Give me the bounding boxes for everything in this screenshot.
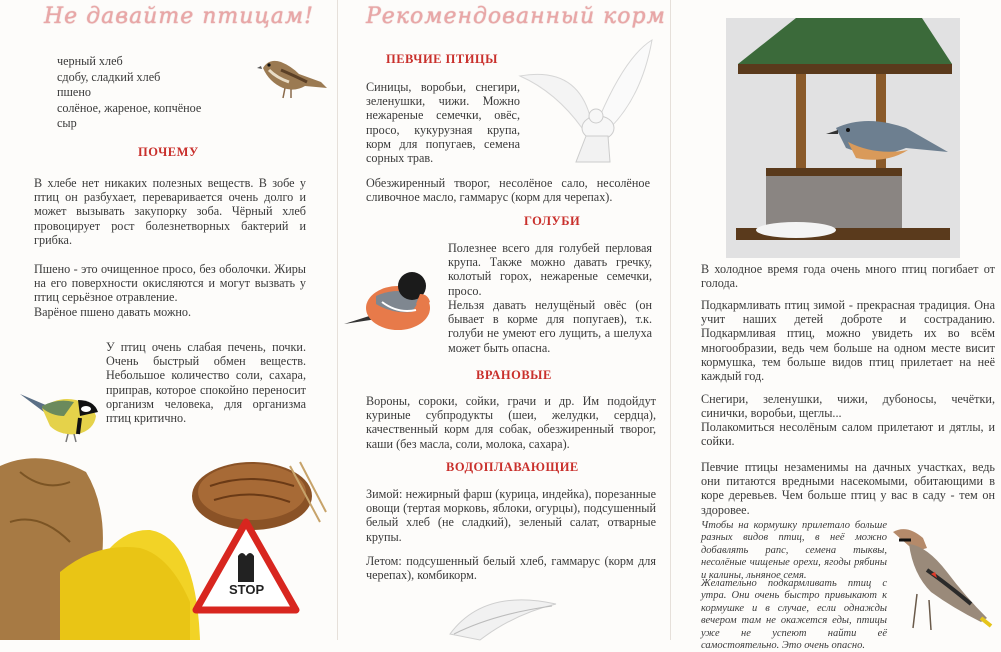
note-morning: Желательно подкармливать птиц с утра. Они очень быстро привыкают к кормушке и в случае, если однажды вечером там не окажется еды, птицы уже не успеют найти её самостоятельно. Это очень опасно.: [701, 578, 887, 652]
list-item: сыр: [57, 116, 77, 131]
list-item: черный хлеб: [57, 54, 123, 68]
why-paragraph-1: В хлебе нет никаких полезных веществ. В зобе у птиц он разбухает, переваривается очень долго и может вызывать закупорку зоба. Чёрный хлеб провоцирует рост болезнетворных бактерий и грибка.: [34, 176, 306, 247]
feather-image: [444, 584, 564, 640]
why-paragraph-2: Пшено - это очищенное просо, без оболочки. Жиры на его поверхности окисляются и могут вызвать у птиц серьёзное отравление.: [34, 262, 306, 305]
paragraph-hunger: В холодное время года очень много птиц погибает от голода.: [701, 262, 995, 291]
great-tit-image: [18, 382, 102, 444]
songbirds-text: Синицы, воробьи, снегири, зеленушки, чижи. Можно нежареные семечки, овёс, просо, кукурузная крупа, корм для попугаев, семена сорных трав.: [366, 80, 520, 166]
millet-sack-image: [0, 452, 200, 640]
panel-recommended-food: [337, 0, 668, 640]
white-dove-image: [516, 36, 658, 164]
corvids-text: Вороны, сороки, сойки, грачи и др. Им подойдут куриные субпродукты (шеи, желудки, сердца), качественный корм для собак, обезжиренный творог, каши (без масла, соли, молока, сахара).: [366, 394, 656, 451]
why-heading: ПОЧЕМУ: [138, 145, 199, 159]
paragraph-lard: Полакомиться несолёным салом прилетают и дятлы, и сойки.: [701, 420, 995, 449]
stop-sign-image: [192, 516, 300, 616]
list-item: сдобу, сладкий хлеб: [57, 69, 161, 84]
stop-label: STOP: [229, 582, 265, 597]
bullfinch-image: [342, 264, 438, 336]
pigeons-text-2: Нельзя давать нелущёный овёс (он бывает в корме для попугаев), т.к. голуби не умеют его лущить, а шелуха может быть опасна.: [448, 298, 652, 355]
bird-feeder-image: [726, 18, 960, 258]
pigeons-text: Полезнее всего для голубей перловая крупа. Также можно давать гречку, колотый горох, нежареные семечки, просо.: [448, 241, 652, 298]
why-paragraph-3: У птиц очень слабая печень, почки. Очень быстрый обмен веществ. Небольшое количество соли, сахара, приправ, которое спокойно переносит организм человека, для организма птиц критично.: [106, 340, 306, 426]
waxwing-image: [887, 522, 999, 636]
paragraph-songbirds: Певчие птицы незаменимы на дачных участках, ведь они питаются вредными насекомыми, обитающими в коре деревьев. Чем больше птиц у вас в саду - тем он здоровее.: [701, 460, 995, 517]
list-item: пшено: [57, 85, 91, 100]
forbidden-list: [57, 54, 257, 132]
paragraph-tradition: Подкармливать птиц зимой - прекрасная традиция. Она учит наших детей доброте и состраданию. Подкармливая птиц, можно увидеть их во всём многообразии, ведь чем больше на одном месте висит кормушка, тем больше видов птиц прилетает на неё каждый год.: [701, 298, 995, 384]
songbirds-heading: ПЕВЧИЕ ПТИЦЫ: [386, 52, 498, 66]
pigeons-heading: ГОЛУБИ: [524, 214, 581, 228]
note-seeds: Чтобы на кормушку прилетало больше разных видов птиц, в неё можно добавлять рапс, семена тыквы, несолёные чищеные орехи, ягоды рябины и калины, льняное семя.: [701, 520, 887, 581]
title-recommended-food: Рекомендованный корм: [366, 4, 666, 29]
corvids-heading: ВРАНОВЫЕ: [476, 368, 552, 382]
songbirds-text-2: Обезжиренный творог, несолёное сало, несолёное сливочное масло, гаммарус (корм для черепах).: [366, 176, 650, 205]
why-paragraph-2b: Варёное пшено давать можно.: [34, 305, 192, 319]
list-item: солёное, жареное, копчёное: [57, 100, 202, 115]
paragraph-species: Снегири, зеленушки, чижи, дубоносы, чечётки, синички, воробьи, щеглы...: [701, 392, 995, 421]
waterfowl-text-2: Летом: подсушенный белый хлеб, гаммарус (корм для черепах), комбикорм.: [366, 554, 656, 583]
panel-do-not-feed: [0, 0, 335, 640]
waterfowl-heading: ВОДОПЛАВАЮЩИЕ: [446, 460, 579, 474]
panel-winter-feeding: [670, 0, 1001, 652]
sparrow-image: [255, 48, 333, 100]
waterfowl-text: Зимой: нежирный фарш (курица, индейка), порезанные овощи (тертая морковь, яблоки, огурцы), подсушенный белый хлеб (не сладкий), зеленый салат, отварные крупы.: [366, 487, 656, 544]
title-do-not-feed: Не давайте птицам!: [44, 4, 314, 29]
